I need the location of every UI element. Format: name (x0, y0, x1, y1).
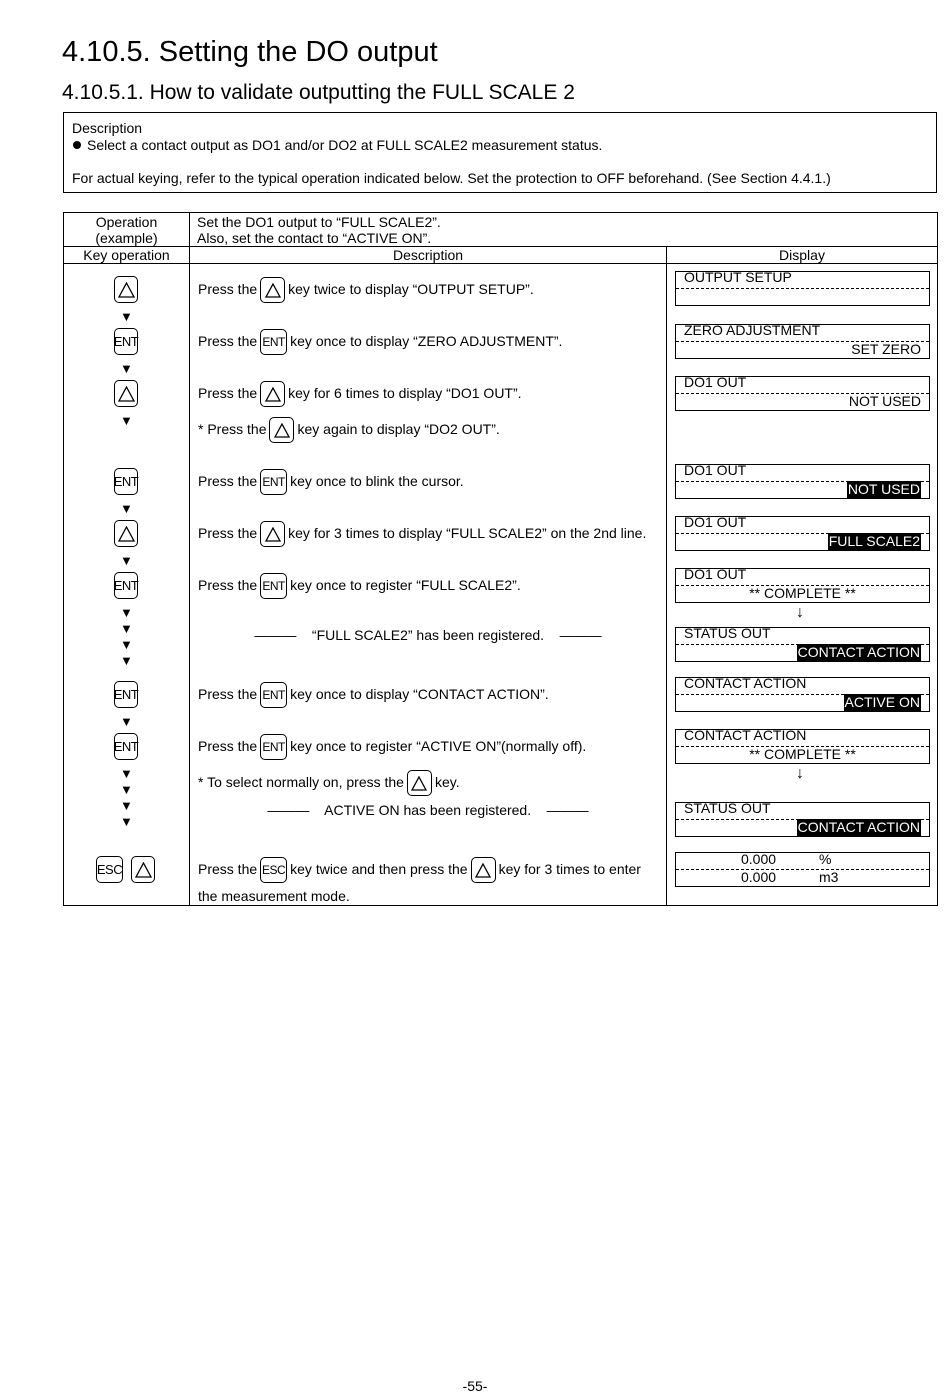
display-do1-full-scale2: DO1 OUT FULL SCALE2 (675, 516, 930, 551)
ent-key: ENT (114, 468, 138, 495)
ent-key: ENT (114, 733, 138, 760)
up-triangle-icon (265, 387, 281, 402)
step-2-text: Press the ENT key once to display “ZERO ADJUSTMENT”. (198, 328, 562, 355)
up-triangle-icon (118, 282, 135, 298)
description-bullet: Select a contact output as DO1 and/or DO2 at FULL SCALE2 measurement status. (72, 137, 602, 153)
step-7-registered: ——— “FULL SCALE2” has been registered. ——— (254, 627, 602, 643)
step-4-text: Press the ENT key once to blink the cursor. (198, 468, 464, 495)
down-marker: ▼ (120, 798, 133, 813)
down-marker: ▼ (120, 605, 133, 620)
down-marker: ▼ (120, 309, 133, 324)
down-marker: ▼ (120, 361, 133, 376)
operation-label: Operation (95, 214, 158, 230)
header-key-operation: Key operation (83, 247, 170, 263)
down-marker: ▼ (120, 782, 133, 797)
display-output-setup: OUTPUT SETUP (675, 271, 930, 306)
down-arrow-icon: ↓ (796, 765, 804, 782)
step-5-text: Press the key for 3 times to display “FULL SCALE2” on the 2nd line. (198, 520, 646, 547)
step-8-text: Press the ENT key once to display “CONTACT ACTION”. (198, 681, 549, 708)
down-marker: ▼ (120, 766, 133, 781)
down-marker: ▼ (120, 814, 133, 829)
down-arrow-icon: ↓ (796, 604, 804, 621)
ent-key: ENT (114, 572, 138, 599)
up-triangle-icon (265, 283, 281, 298)
up-triangle-icon (475, 863, 491, 878)
down-marker: ▼ (120, 413, 133, 428)
display-measurement: 0.000 % 0.000 m3 (675, 852, 930, 887)
down-marker: ▼ (120, 653, 133, 668)
up-key-inline (260, 381, 285, 407)
ent-key: ENT (114, 681, 138, 708)
up-key-inline (260, 277, 285, 303)
display-status-out: STATUS OUT CONTACT ACTION (675, 627, 930, 662)
up-key-inline (260, 521, 285, 547)
display-contact-action: CONTACT ACTION ACTIVE ON (675, 677, 930, 712)
down-marker: ▼ (120, 714, 133, 729)
down-marker: ▼ (120, 553, 133, 568)
ent-key-inline: ENT (260, 329, 287, 355)
up-triangle-icon (118, 386, 135, 402)
operation-label-example: (example) (95, 230, 158, 246)
step-1-text: Press the key twice to display “OUTPUT SETUP”. (198, 276, 534, 303)
up-key (114, 380, 138, 407)
up-key (114, 520, 138, 547)
display-do1-out-cursor: DO1 OUT NOT USED (675, 464, 930, 499)
up-triangle-icon (135, 862, 152, 878)
ent-key-inline: ENT (260, 469, 287, 495)
subsection-title: 4.10.5.1. How to validate outputting the FULL SCALE 2 (62, 81, 575, 104)
page-number: -55- (462, 1378, 488, 1394)
ent-key: ENT (114, 328, 138, 355)
ent-key-inline: ENT (260, 734, 287, 760)
down-marker: ▼ (120, 637, 133, 652)
display-do1-out: DO1 OUT NOT USED (675, 376, 930, 411)
ent-key-inline: ENT (260, 682, 287, 708)
step-11-text: Press the ESC key twice and then press the key for 3 times to enter (198, 856, 641, 883)
up-key-inline (269, 417, 294, 443)
step-9-note: * To select normally on, press the key. (198, 769, 460, 796)
operation-text-2: Also, set the contact to “ACTIVE ON”. (197, 230, 432, 246)
step-3-note: * Press the key again to display “DO2 OUT”. (198, 416, 500, 443)
up-triangle-icon (118, 526, 135, 542)
up-triangle-icon (411, 776, 427, 791)
ent-key-inline: ENT (260, 573, 287, 599)
header-display: Display (779, 247, 825, 263)
up-triangle-icon (265, 527, 281, 542)
up-key (131, 856, 155, 883)
operation-text-1: Set the DO1 output to “FULL SCALE2”. (197, 214, 441, 230)
step-10-registered: ——— ACTIVE ON has been registered. ——— (267, 802, 589, 818)
step-3-text: Press the key for 6 times to display “DO1 OUT”. (198, 380, 522, 407)
description-heading: Description (72, 120, 143, 136)
step-9-text: Press the ENT key once to register “ACTIVE ON”(normally off). (198, 733, 586, 760)
section-title: 4.10.5. Setting the DO output (62, 36, 438, 68)
display-status-out-2: STATUS OUT CONTACT ACTION (675, 802, 930, 837)
esc-key-inline: ESC (260, 857, 287, 883)
description-box (63, 112, 937, 193)
down-marker: ▼ (120, 621, 133, 636)
display-contact-complete: CONTACT ACTION ** COMPLETE ** (675, 729, 930, 764)
header-description: Description (392, 247, 464, 263)
step-11-text-cont: the measurement mode. (198, 888, 350, 904)
display-zero-adjustment: ZERO ADJUSTMENT SET ZERO (675, 324, 930, 359)
step-6-text: Press the ENT key once to register “FULL SCALE2”. (198, 572, 521, 599)
esc-key: ESC (96, 856, 123, 883)
up-key (114, 276, 138, 303)
up-triangle-icon (274, 423, 290, 438)
display-do1-complete: DO1 OUT ** COMPLETE ** (675, 568, 930, 603)
description-note: For actual keying, refer to the typical operation indicated below. Set the protection to OFF beforehand. (See Section 4.4.1.) (72, 170, 831, 186)
up-key-inline (471, 857, 496, 883)
up-key-inline (407, 770, 432, 796)
down-marker: ▼ (120, 501, 133, 516)
bullet-icon (73, 141, 81, 149)
